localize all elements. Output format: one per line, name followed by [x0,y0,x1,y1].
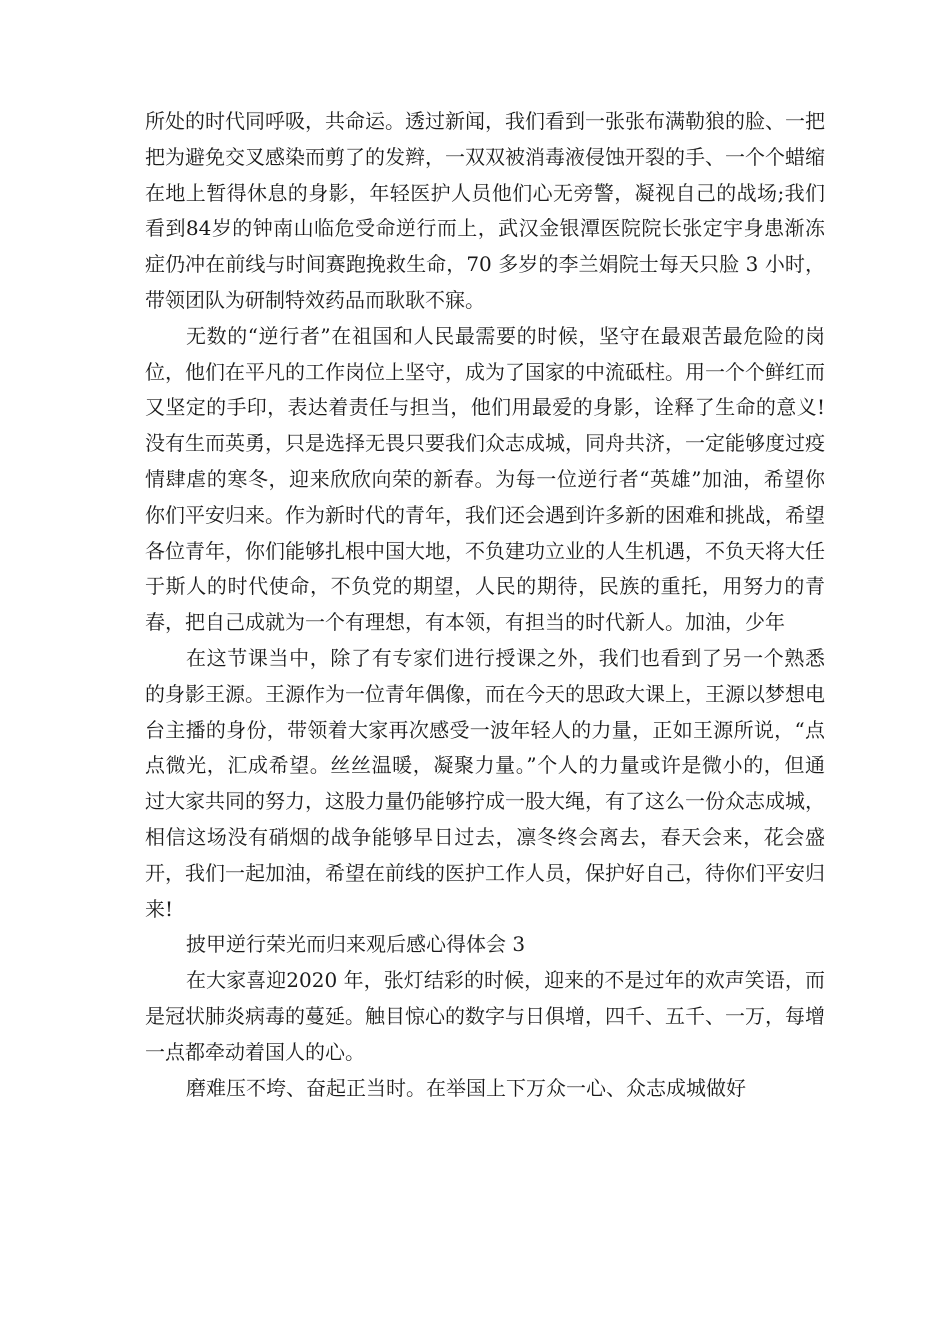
paragraph-hardship: 磨难压不垮、奋起正当时。在举国上下万众一心、众志成城做好 [186,1075,746,1100]
paragraph-wang-yuan: 在这节课当中，除了有专家们进行授课之外，我们也看到了另一个熟悉的身影王源。王源作为一位青年偶像，而在今天的思政大课上，王源以梦想电台主播的身份，带领着大家再次感受一波年轻人的力量，正如王源所说，“点点微光，汇成希望。丝丝温暖，凝聚力量。”个人的力量或许是微小的，但通过大家共同的努力，这股力量仍能够拧成一股大绳，有了这么一份众志成城，相信这场没有硝烟的战争能够早日过去，凛冬终会离去，春天会来，花会盛开，我们一起加油，希望在前线的医护工作人员，保护好自己，待你们平安归来! [145,645,825,921]
paragraph-continuation: 所处的时代同呼吸，共命运。透过新闻，我们看到一张张布满勒狼的脸、一把把为避免交叉感染而剪了的发辫，一双双被消毒液侵蚀开裂的手、一个个蜡缩在地上暂得休息的身影，年轻医护人员他们心无旁警，凝视自己的战场;我们看到84岁的钟南山临危受命逆行而上，武汉金银潭医院院长张定宇身患渐冻症仍冲在前线与时间赛跑挽救生命，70 多岁的李兰娟院士每天只脸 3 小时，带领团队为研制特效药品而耿耿不寐。 [145,109,825,312]
section-heading: 披甲逆行荣光而归来观后感心得体会 3 [186,932,526,957]
paragraph-new-year: 在大家喜迎2020 年，张灯结彩的时候，迎来的不是过年的欢声笑语，而是冠状肺炎病毒的蔓延。触目惊心的数字与日俱增，四千、五千、一万，每增一点都牵动着国人的心。 [145,968,825,1064]
paragraph-retrograders: 无数的“逆行者”在祖国和人民最需要的时候，坚守在最艰苦最危险的岗位，他们在平凡的工作岗位上坚守，成为了国家的中流砥柱。用一个个鲜红而又坚定的手印，表达着责任与担当，他们用最爱的身影，诠释了生命的意义!没有生而英勇，只是选择无畏只要我们众志成城，同舟共济，一定能够度过疫情肆虐的寒冬，迎来欣欣向荣的新春。为每一位逆行者“英雄”加油，希望你你们平安归来。作为新时代的青年，我们还会遇到许多新的困难和挑战，希望各位青年，你们能够扎根中国大地，不负建功立业的人生机遇，不负天将大任于斯人的时代使命，不负党的期望，人民的期待，民族的重托，用努力的青春，把自己成就为一个有理想，有本领，有担当的时代新人。加油，少年 [145,323,825,635]
document-body [145,104,825,1106]
